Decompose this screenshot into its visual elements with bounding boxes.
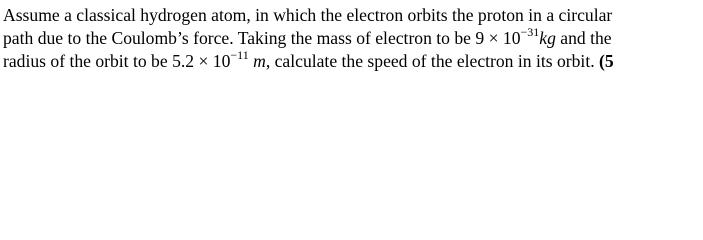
question-line-2-tail: and the bbox=[555, 28, 612, 48]
question-line-3 bbox=[3, 50, 701, 73]
electron-mass-exponent: −31 bbox=[520, 25, 540, 40]
orbit-radius-unit: m bbox=[253, 51, 266, 71]
question-line-2-text: path due to the Coulomb’s force. Taking the mass of electron to be bbox=[3, 28, 476, 48]
orbit-radius-coefficient: 5.2 × 10 bbox=[172, 51, 231, 71]
question-line-1: Assume a classical hydrogen atom, in which the electron orbits the proton in a circular bbox=[3, 5, 613, 25]
marks-label: (5 bbox=[599, 51, 614, 71]
orbit-radius-exponent: −11 bbox=[230, 48, 249, 63]
question-line-2 bbox=[3, 27, 701, 50]
electron-mass-coefficient: 9 × 10 bbox=[475, 28, 521, 48]
question-text bbox=[3, 4, 701, 73]
question-line-3-tail: , calculate the speed of the electron in its orbit. bbox=[265, 51, 600, 71]
question-line-3-text: radius of the orbit to be bbox=[3, 51, 173, 71]
electron-mass-unit: kg bbox=[539, 28, 556, 48]
